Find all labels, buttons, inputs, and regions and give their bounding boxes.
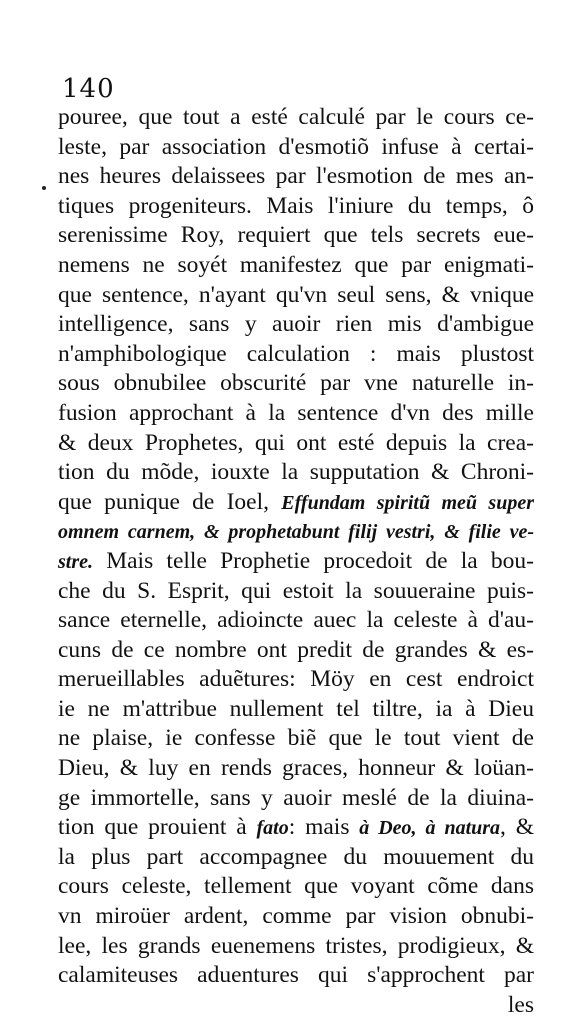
- italic-segment: omnem carnem, & prophetabunt filij vestri, & filie ve-: [58, 521, 534, 544]
- text-line: [58, 429, 534, 459]
- text-line: [58, 221, 534, 251]
- text-segment: calamiteuses aduentures qui s'approchent par: [58, 962, 534, 989]
- text-segment: sous obnubilee obscurité par vne naturelle in-: [58, 370, 534, 397]
- text-segment: ge immortelle, sans y auoir meslé de la diuina-: [58, 784, 534, 811]
- italic-segment: Effundam spiritũ meũ super: [281, 491, 534, 514]
- page-number: 140: [62, 74, 115, 104]
- text-segment: merueillables aduẽtures: Möy en cest endroict: [58, 666, 534, 693]
- text-line: [58, 813, 534, 843]
- text-segment: pouree, que tout a esté calculé par le cours ce-: [58, 104, 534, 130]
- text-segment: cuns de ce nombre ont predit de grandes & es-: [58, 636, 534, 663]
- text-segment: nes heures delaissees par l'esmotion de mes an-: [58, 163, 534, 190]
- italic-segment: fato: [256, 817, 289, 840]
- text-segment: tiques progeniteurs. Mais l'iniure du temps, ô: [58, 192, 534, 219]
- margin-mark: [42, 186, 46, 190]
- text-segment: vn miroüer ardent, comme par vision obnubi-: [58, 903, 534, 930]
- text-line: [58, 517, 534, 547]
- text-line: [58, 281, 534, 311]
- text-line: [58, 665, 534, 695]
- text-segment: cours celeste, tellement que voyant cõme dans: [58, 873, 534, 900]
- text-segment: , &: [500, 814, 535, 841]
- text-segment: sance eternelle, adioincte auec la celeste à d'au-: [58, 607, 534, 634]
- text-line: [58, 340, 534, 370]
- text-line: [58, 784, 534, 814]
- text-line: [58, 369, 534, 399]
- text-line: [58, 754, 534, 784]
- text-segment: que sentence, n'ayant qu'vn seul sens, & vnique: [58, 281, 534, 308]
- text-line: [58, 606, 534, 636]
- text-segment: & deux Prophetes, qui ont esté depuis la crea-: [58, 429, 534, 456]
- italic-segment: à Deo, à natura: [359, 817, 501, 840]
- text-segment: : mais: [288, 814, 360, 841]
- text-segment: lee, les grands euenemens tristes, prodigieux, &: [58, 932, 534, 959]
- text-line: [58, 488, 534, 518]
- text-line: [58, 133, 534, 163]
- text-segment: Dieu, & luy en rends graces, honneur & loüan-: [58, 755, 534, 782]
- text-segment: tion du mõde, iouxte la supputation & Chroni-: [58, 459, 534, 486]
- text-line: [58, 843, 534, 873]
- text-line: [58, 902, 534, 932]
- text-line: [58, 399, 534, 429]
- text-line: [58, 872, 534, 902]
- text-segment: la plus part accompagnee du mouuement du: [58, 843, 534, 870]
- body-text: [58, 103, 534, 1020]
- text-line: [58, 932, 534, 962]
- text-line: [58, 636, 534, 666]
- text-line: [58, 251, 534, 281]
- text-line: [58, 192, 534, 222]
- text-line: [58, 310, 534, 340]
- text-line: [58, 695, 534, 725]
- text-line: [58, 458, 534, 488]
- text-line: [58, 162, 534, 192]
- text-segment: ie ne m'attribue nullement tel tiltre, ia à Dieu: [58, 695, 534, 722]
- text-line: [58, 724, 534, 754]
- text-segment: serenissime Roy, requiert que tels secrets eue-: [58, 222, 534, 249]
- text-segment: tion que prouient à: [58, 814, 257, 841]
- text-segment: nemens ne soyét manifestez que par enigmati-: [58, 251, 534, 278]
- text-segment: n'amphibologique calculation : mais plustost: [58, 340, 534, 367]
- italic-segment: stre.: [58, 550, 93, 573]
- text-segment: fusion approchant à la sentence d'vn des mille: [58, 399, 534, 426]
- text-line: [58, 577, 534, 607]
- text-line: [58, 103, 534, 133]
- text-segment: che du S. Esprit, qui estoit la souueraine puis-: [58, 577, 534, 604]
- text-segment: leste, par association d'esmotiõ infuse à certai-: [58, 133, 534, 160]
- text-segment: que punique de Ioel,: [58, 488, 282, 515]
- text-segment: les: [507, 991, 534, 1018]
- text-line: [58, 961, 534, 991]
- text-segment: intelligence, sans y auoir rien mis d'ambigue: [58, 311, 534, 338]
- text-segment: Mais telle Prophetie procedoit de la bou-: [93, 547, 534, 574]
- text-segment: ne plaise, ie confesse biẽ que le tout vient de: [58, 725, 534, 752]
- text-line: [58, 547, 534, 577]
- text-line: [58, 991, 534, 1021]
